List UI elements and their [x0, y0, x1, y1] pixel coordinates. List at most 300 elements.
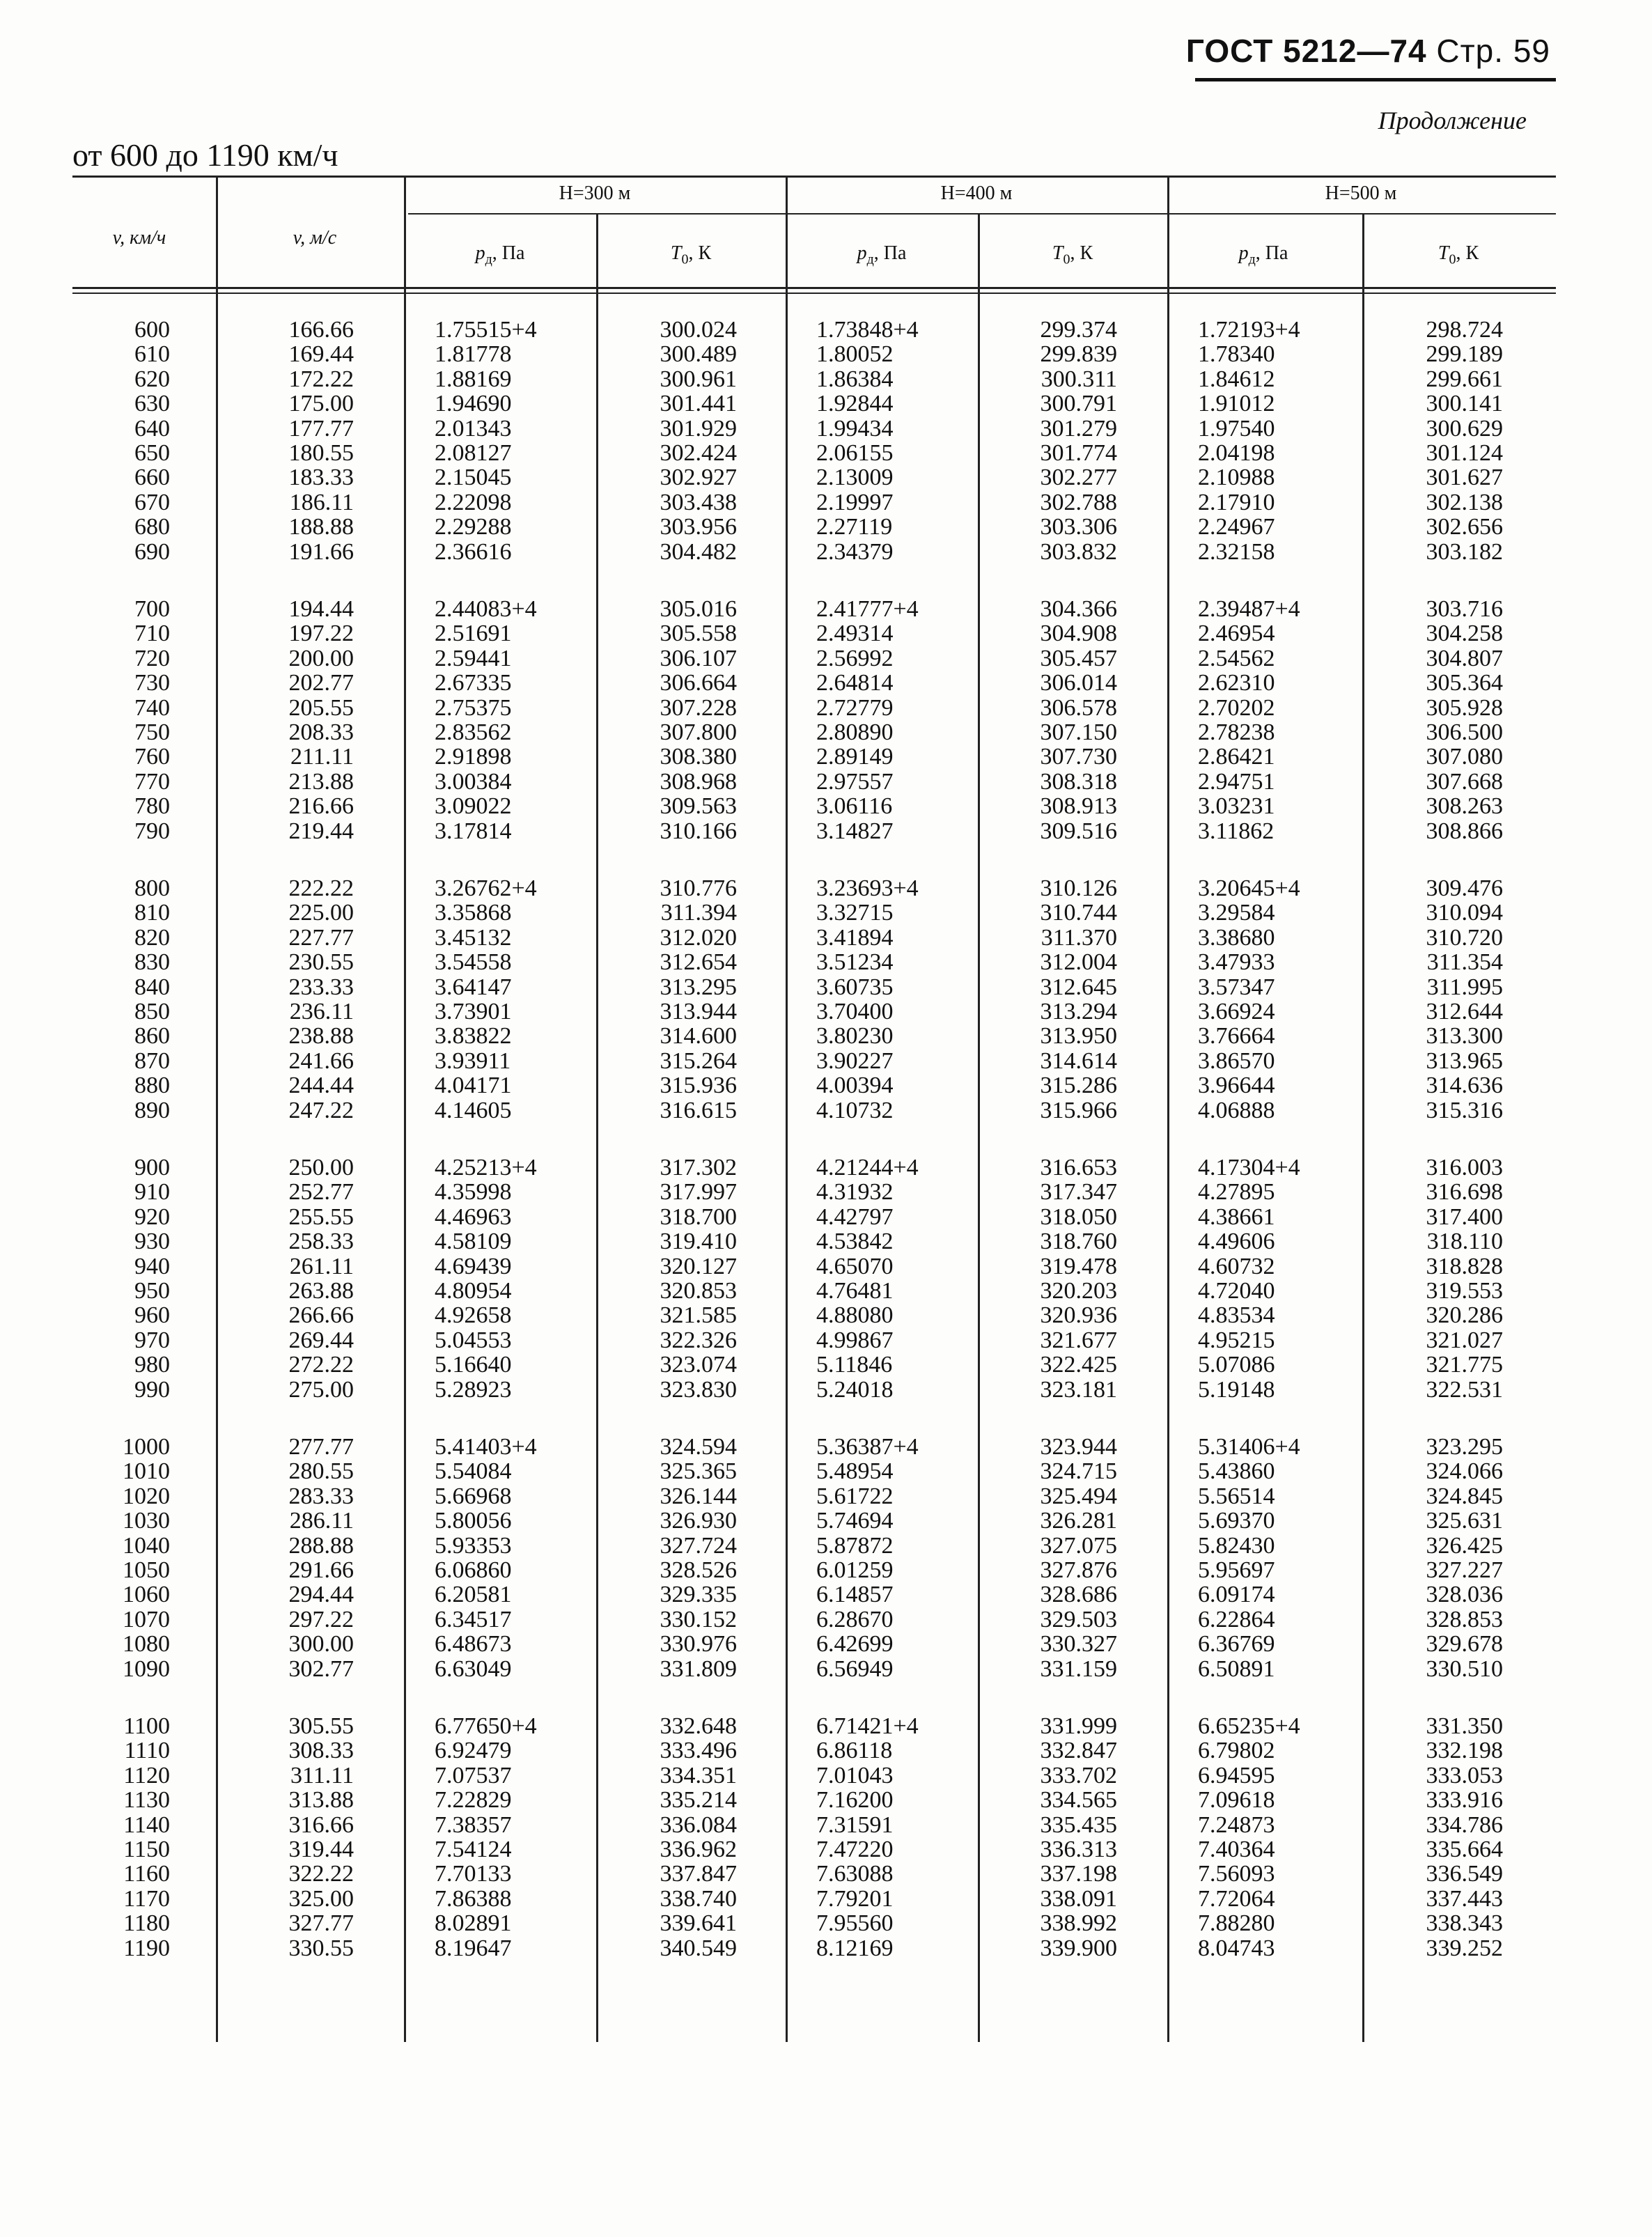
- cell-v-kmh: 690: [134, 538, 170, 565]
- cell-pressure-400: 4.00394: [816, 1073, 894, 1099]
- cell-temp-300: 305.558: [660, 621, 737, 647]
- cell-temp-500: 330.510: [1426, 1655, 1503, 1682]
- cell-temp-400: 333.702: [1040, 1762, 1117, 1788]
- cell-temp-400: 314.614: [1040, 1047, 1117, 1074]
- cell-temp-500: 311.995: [1426, 974, 1503, 1000]
- cell-pressure-300: 5.28923: [435, 1376, 512, 1403]
- cell-v-ms: 186.11: [289, 489, 354, 515]
- cell-temp-400: 326.281: [1040, 1508, 1117, 1534]
- cell-pressure-300: 4.35998: [435, 1179, 512, 1206]
- cell-pressure-500: 4.38661: [1198, 1203, 1275, 1230]
- cell-temp-300: 315.264: [660, 1047, 737, 1074]
- cell-v-kmh: 600: [134, 317, 170, 343]
- cell-temp-300: 302.424: [660, 440, 737, 466]
- cell-pressure-400: 3.32715: [816, 900, 894, 926]
- cell-v-kmh: 950: [134, 1278, 170, 1304]
- cell-pressure-300: 7.22829: [435, 1787, 512, 1814]
- cell-pressure-500: 4.83534: [1198, 1302, 1275, 1329]
- cell-temp-400: 324.715: [1040, 1458, 1117, 1485]
- cell-pressure-300: 3.54558: [435, 949, 512, 976]
- table-row: [72, 318, 1556, 343]
- cell-v-ms: 305.55: [288, 1713, 354, 1739]
- cell-pressure-400: 6.42699: [816, 1631, 894, 1658]
- cell-v-kmh: 1120: [123, 1762, 170, 1788]
- cell-pressure-400: 3.70400: [816, 999, 894, 1024]
- cell-pressure-400: 5.24018: [816, 1376, 894, 1403]
- cell-v-kmh: 1170: [123, 1885, 170, 1912]
- cell-temp-300: 312.020: [660, 924, 737, 951]
- cell-v-ms: 313.88: [288, 1787, 354, 1814]
- table-row: [72, 1254, 1556, 1279]
- cell-pressure-400: 5.61722: [816, 1483, 894, 1509]
- table-row: [72, 1582, 1556, 1607]
- cell-v-kmh: 810: [134, 900, 170, 926]
- cell-temp-500: 311.354: [1426, 949, 1503, 976]
- cell-v-kmh: 720: [134, 645, 170, 671]
- table-row: [72, 1353, 1556, 1378]
- cell-pressure-500: 2.54562: [1198, 645, 1275, 671]
- cell-temp-400: 318.760: [1040, 1229, 1117, 1255]
- cell-temp-500: 321.027: [1426, 1327, 1503, 1353]
- table-row: [72, 1328, 1556, 1353]
- cell-temp-500: 310.094: [1426, 900, 1503, 926]
- cell-temp-300: 337.847: [660, 1861, 737, 1887]
- cell-temp-400: 313.950: [1040, 1023, 1117, 1050]
- cell-v-kmh: 800: [134, 875, 170, 901]
- cell-temp-300: 307.800: [660, 719, 737, 745]
- cell-v-kmh: 860: [134, 1023, 170, 1050]
- cell-pressure-400: 1.80052: [816, 341, 894, 368]
- range-title: от 600 до 1190 км/ч: [72, 137, 338, 173]
- table-row: [72, 441, 1556, 466]
- cell-v-ms: 255.55: [288, 1203, 354, 1230]
- cell-v-kmh: 1030: [123, 1508, 170, 1534]
- cell-pressure-500: 4.17304+4: [1198, 1155, 1300, 1180]
- cell-pressure-500: 1.91012: [1198, 391, 1275, 417]
- cell-pressure-400: 6.28670: [816, 1606, 894, 1632]
- cell-pressure-500: 6.79802: [1198, 1738, 1275, 1764]
- cell-temp-500: 318.110: [1426, 1229, 1503, 1255]
- cell-pressure-300: 7.38357: [435, 1811, 512, 1838]
- cell-pressure-400: 3.60735: [816, 974, 894, 1000]
- cell-pressure-300: 8.02891: [435, 1910, 512, 1937]
- cell-temp-300: 336.962: [660, 1837, 737, 1862]
- cell-v-ms: 325.00: [288, 1885, 354, 1912]
- cell-temp-400: 309.516: [1040, 818, 1117, 844]
- cell-pressure-400: 6.71421+4: [816, 1713, 919, 1739]
- table-row: [72, 1049, 1556, 1074]
- cell-pressure-400: 4.76481: [816, 1278, 894, 1304]
- cell-temp-500: 300.141: [1426, 391, 1503, 417]
- cell-temp-500: 324.066: [1426, 1458, 1503, 1485]
- cell-temp-400: 313.294: [1040, 999, 1117, 1024]
- table-row: [72, 1813, 1556, 1838]
- table-row: [72, 819, 1556, 844]
- cell-pressure-500: 2.78238: [1198, 719, 1275, 745]
- cell-temp-500: 308.866: [1426, 818, 1503, 844]
- cell-pressure-400: 2.64814: [816, 670, 894, 696]
- cell-temp-300: 317.302: [660, 1155, 737, 1180]
- cell-temp-400: 330.327: [1040, 1631, 1117, 1658]
- cell-pressure-500: 4.95215: [1198, 1327, 1275, 1353]
- cell-v-kmh: 1040: [123, 1532, 170, 1559]
- cell-v-kmh: 890: [134, 1097, 170, 1123]
- cell-pressure-300: 2.15045: [435, 465, 512, 491]
- cell-v-kmh: 770: [134, 768, 170, 795]
- cell-temp-300: 322.326: [660, 1327, 737, 1353]
- cell-v-ms: 286.11: [289, 1508, 354, 1534]
- cell-v-ms: 172.22: [288, 366, 354, 392]
- cell-v-ms: 291.66: [288, 1557, 354, 1583]
- cell-v-ms: 252.77: [288, 1179, 354, 1206]
- cell-pressure-400: 3.90227: [816, 1047, 894, 1074]
- cell-pressure-400: 5.36387+4: [816, 1434, 919, 1460]
- cell-v-ms: 277.77: [288, 1434, 354, 1460]
- cell-pressure-400: 2.06155: [816, 440, 894, 466]
- cell-v-kmh: 1100: [123, 1713, 170, 1739]
- table-row: [72, 1887, 1556, 1912]
- cell-temp-500: 307.668: [1426, 768, 1503, 795]
- group-header-400: H=400 м: [940, 182, 1013, 204]
- cell-pressure-400: 7.47220: [816, 1837, 894, 1862]
- cell-temp-500: 334.786: [1426, 1811, 1503, 1838]
- cell-pressure-500: 3.86570: [1198, 1047, 1275, 1074]
- cell-pressure-400: 4.53842: [816, 1229, 894, 1255]
- running-head: [1186, 32, 1550, 70]
- cell-pressure-500: 3.03231: [1198, 793, 1275, 820]
- cell-v-ms: 288.88: [288, 1532, 354, 1559]
- cell-pressure-500: 7.09618: [1198, 1787, 1275, 1814]
- cell-v-kmh: 710: [134, 621, 170, 647]
- cell-temp-400: 315.286: [1040, 1073, 1117, 1099]
- cell-temp-500: 325.631: [1426, 1508, 1503, 1534]
- cell-pressure-300: 4.80954: [435, 1278, 512, 1304]
- cell-pressure-300: 7.70133: [435, 1861, 512, 1887]
- cell-temp-500: 312.644: [1426, 999, 1503, 1024]
- cell-temp-400: 307.150: [1040, 719, 1117, 745]
- table-row: [72, 1936, 1556, 1961]
- cell-v-kmh: 620: [134, 366, 170, 392]
- cell-temp-300: 315.936: [660, 1073, 737, 1099]
- cell-temp-300: 333.496: [660, 1738, 737, 1764]
- cell-v-ms: 300.00: [288, 1631, 354, 1658]
- cell-v-ms: 227.77: [288, 924, 354, 951]
- table-row: [72, 1607, 1556, 1632]
- cell-temp-300: 324.594: [660, 1434, 737, 1460]
- cell-pressure-300: 4.46963: [435, 1203, 512, 1230]
- cell-temp-500: 338.343: [1426, 1910, 1503, 1937]
- table-row: [72, 515, 1556, 540]
- cell-pressure-300: 6.92479: [435, 1738, 512, 1764]
- cell-temp-500: 303.182: [1426, 538, 1503, 565]
- cell-pressure-400: 4.10732: [816, 1097, 894, 1123]
- cell-temp-400: 312.004: [1040, 949, 1117, 976]
- cell-v-kmh: 1130: [123, 1787, 170, 1814]
- cell-temp-400: 302.277: [1040, 465, 1117, 491]
- cell-temp-300: 314.600: [660, 1023, 737, 1050]
- cell-temp-400: 323.181: [1040, 1376, 1117, 1403]
- cell-v-ms: 294.44: [288, 1582, 354, 1608]
- cell-pressure-500: 4.60732: [1198, 1253, 1275, 1279]
- cell-v-ms: 308.33: [288, 1738, 354, 1764]
- cell-temp-500: 328.853: [1426, 1606, 1503, 1632]
- cell-pressure-300: 5.54084: [435, 1458, 512, 1485]
- cell-pressure-300: 8.19647: [435, 1935, 512, 1961]
- cell-pressure-400: 4.21244+4: [816, 1155, 919, 1180]
- cell-temp-300: 307.228: [660, 694, 737, 721]
- cell-v-kmh: 840: [134, 974, 170, 1000]
- cell-pressure-500: 7.40364: [1198, 1837, 1275, 1862]
- cell-temp-500: 309.476: [1426, 875, 1503, 901]
- cell-v-kmh: 940: [134, 1253, 170, 1279]
- header-temperature: $T_0$, К: [1052, 242, 1093, 267]
- cell-pressure-500: 3.11862: [1198, 818, 1275, 844]
- cell-temp-400: 335.435: [1040, 1811, 1117, 1838]
- cell-pressure-400: 5.87872: [816, 1532, 894, 1559]
- cell-temp-400: 305.457: [1040, 645, 1117, 671]
- table-row: [72, 1911, 1556, 1936]
- table-row: [72, 975, 1556, 1000]
- cell-v-ms: 311.11: [290, 1762, 354, 1788]
- cell-temp-400: 300.311: [1041, 366, 1117, 392]
- header-pressure: $p_д$, Па: [857, 242, 907, 267]
- table-row: [72, 671, 1556, 696]
- cell-temp-300: 327.724: [660, 1532, 737, 1559]
- cell-pressure-300: 7.54124: [435, 1837, 512, 1862]
- cell-pressure-400: 8.12169: [816, 1935, 894, 1961]
- cell-pressure-500: 3.96644: [1198, 1073, 1275, 1099]
- table-row: [72, 696, 1556, 721]
- cell-v-kmh: 850: [134, 999, 170, 1024]
- cell-temp-400: 336.313: [1040, 1837, 1117, 1862]
- cell-pressure-300: 4.14605: [435, 1097, 512, 1123]
- cell-pressure-300: 2.01343: [435, 415, 512, 442]
- cell-temp-500: 299.661: [1426, 366, 1503, 392]
- cell-pressure-300: 2.29288: [435, 514, 512, 540]
- cell-temp-300: 328.526: [660, 1557, 737, 1583]
- cell-temp-500: 305.364: [1426, 670, 1503, 696]
- cell-pressure-300: 2.83562: [435, 719, 512, 745]
- cell-pressure-400: 6.14857: [816, 1582, 894, 1608]
- cell-pressure-300: 6.20581: [435, 1582, 512, 1608]
- cell-v-kmh: 1070: [123, 1606, 170, 1632]
- cell-pressure-300: 2.91898: [435, 744, 512, 770]
- cell-pressure-400: 6.01259: [816, 1557, 894, 1583]
- group-header-300: H=300 м: [559, 182, 631, 204]
- cell-pressure-400: 6.56949: [816, 1655, 894, 1682]
- table-row: [72, 876, 1556, 901]
- cell-v-ms: 216.66: [288, 793, 354, 820]
- cell-pressure-300: 5.66968: [435, 1483, 512, 1509]
- cell-pressure-400: 4.31932: [816, 1179, 894, 1206]
- cell-pressure-500: 1.97540: [1198, 415, 1275, 442]
- cell-pressure-400: 4.99867: [816, 1327, 894, 1353]
- cell-v-ms: 280.55: [288, 1458, 354, 1485]
- cell-pressure-400: 5.74694: [816, 1508, 894, 1534]
- cell-temp-500: 302.656: [1426, 514, 1503, 540]
- cell-temp-300: 312.654: [660, 949, 737, 976]
- cell-temp-400: 306.014: [1040, 670, 1117, 696]
- cell-pressure-400: 2.27119: [816, 514, 893, 540]
- cell-temp-500: 326.425: [1426, 1532, 1503, 1559]
- header-v-kmh: v, км/ч: [112, 227, 166, 249]
- cell-temp-500: 307.080: [1426, 744, 1503, 770]
- cell-temp-300: 320.127: [660, 1253, 737, 1279]
- cell-pressure-400: 2.89149: [816, 744, 894, 770]
- cell-temp-500: 324.845: [1426, 1483, 1503, 1509]
- cell-pressure-400: 3.80230: [816, 1023, 894, 1050]
- cell-temp-400: 339.900: [1040, 1935, 1117, 1961]
- cell-v-ms: 177.77: [288, 415, 354, 442]
- cell-temp-500: 315.316: [1426, 1097, 1503, 1123]
- cell-temp-500: 298.724: [1426, 317, 1503, 343]
- cell-temp-300: 302.927: [660, 465, 737, 491]
- cell-pressure-400: 2.13009: [816, 465, 894, 491]
- cell-v-kmh: 1050: [123, 1557, 170, 1583]
- cell-temp-300: 319.410: [660, 1229, 737, 1255]
- table-row: [72, 1837, 1556, 1862]
- cell-pressure-500: 4.49606: [1198, 1229, 1275, 1255]
- cell-temp-500: 339.252: [1426, 1935, 1503, 1961]
- cell-v-ms: 275.00: [288, 1376, 354, 1403]
- cell-temp-300: 300.489: [660, 341, 737, 368]
- cell-v-kmh: 780: [134, 793, 170, 820]
- cell-v-kmh: 920: [134, 1203, 170, 1230]
- cell-v-ms: 263.88: [288, 1278, 354, 1304]
- table-row: [72, 367, 1556, 392]
- cell-temp-400: 308.318: [1040, 768, 1117, 795]
- table-row: [72, 950, 1556, 975]
- cell-pressure-500: 2.10988: [1198, 465, 1275, 491]
- cell-pressure-500: 6.50891: [1198, 1655, 1275, 1682]
- cell-v-kmh: 750: [134, 719, 170, 745]
- cell-temp-300: 311.394: [660, 900, 737, 926]
- cell-v-ms: 247.22: [288, 1097, 354, 1123]
- cell-temp-500: 299.189: [1426, 341, 1503, 368]
- table-row: [72, 1180, 1556, 1205]
- cell-temp-400: 319.478: [1040, 1253, 1117, 1279]
- cell-pressure-500: 3.66924: [1198, 999, 1275, 1024]
- cell-pressure-500: 7.24873: [1198, 1811, 1275, 1838]
- cell-temp-300: 320.853: [660, 1278, 737, 1304]
- cell-pressure-500: 5.07086: [1198, 1352, 1275, 1378]
- cell-temp-400: 307.730: [1040, 744, 1117, 770]
- cell-temp-500: 301.124: [1426, 440, 1503, 466]
- cell-pressure-400: 7.63088: [816, 1861, 894, 1887]
- cell-v-ms: 175.00: [288, 391, 354, 417]
- cell-temp-500: 337.443: [1426, 1885, 1503, 1912]
- table-row: [72, 1155, 1556, 1180]
- table-row: [72, 1534, 1556, 1559]
- cell-v-ms: 230.55: [288, 949, 354, 976]
- table-body: [72, 176, 1556, 2056]
- cell-pressure-400: 1.73848+4: [816, 317, 919, 343]
- cell-temp-500: 327.227: [1426, 1557, 1503, 1583]
- cell-v-kmh: 1150: [123, 1837, 170, 1862]
- cell-temp-300: 317.997: [660, 1179, 737, 1206]
- cell-temp-500: 320.286: [1426, 1302, 1503, 1329]
- cell-v-kmh: 660: [134, 465, 170, 491]
- cell-pressure-500: 2.32158: [1198, 538, 1275, 565]
- cell-temp-400: 315.966: [1040, 1097, 1117, 1123]
- table-row: [72, 720, 1556, 745]
- header-temperature: $T_0$, К: [1437, 242, 1479, 267]
- cell-v-ms: 236.11: [289, 999, 354, 1024]
- cell-temp-500: 319.553: [1426, 1278, 1503, 1304]
- cell-v-kmh: 960: [134, 1302, 170, 1329]
- cell-temp-400: 302.788: [1040, 489, 1117, 515]
- cell-v-kmh: 1180: [123, 1910, 170, 1937]
- cell-v-kmh: 1090: [123, 1655, 170, 1682]
- cell-temp-300: 330.152: [660, 1606, 737, 1632]
- cell-pressure-500: 6.36769: [1198, 1631, 1275, 1658]
- cell-pressure-500: 3.29584: [1198, 900, 1275, 926]
- table-row: [72, 416, 1556, 442]
- cell-temp-300: 316.615: [660, 1097, 737, 1123]
- cell-temp-500: 336.549: [1426, 1861, 1503, 1887]
- cell-pressure-400: 2.72779: [816, 694, 894, 721]
- table-row: [72, 1632, 1556, 1657]
- cell-v-ms: 322.22: [288, 1861, 354, 1887]
- cell-pressure-400: 2.80890: [816, 719, 894, 745]
- cell-pressure-300: 5.04553: [435, 1327, 512, 1353]
- cell-pressure-500: 2.24967: [1198, 514, 1275, 540]
- cell-v-kmh: 700: [134, 596, 170, 622]
- cell-pressure-400: 4.42797: [816, 1203, 894, 1230]
- cell-temp-400: 337.198: [1040, 1861, 1117, 1887]
- cell-v-kmh: 790: [134, 818, 170, 844]
- cell-v-ms: 258.33: [288, 1229, 354, 1255]
- cell-temp-300: 301.929: [660, 415, 737, 442]
- cell-v-ms: 183.33: [288, 465, 354, 491]
- cell-pressure-400: 1.99434: [816, 415, 894, 442]
- cell-temp-400: 301.279: [1040, 415, 1117, 442]
- cell-v-ms: 211.11: [290, 744, 354, 770]
- continuation-note: Продолжение: [1378, 107, 1527, 134]
- cell-v-ms: 283.33: [288, 1483, 354, 1509]
- table-row: [72, 1303, 1556, 1328]
- cell-pressure-400: 4.88080: [816, 1302, 894, 1329]
- cell-v-ms: 208.33: [288, 719, 354, 745]
- cell-pressure-300: 7.86388: [435, 1885, 512, 1912]
- table-row: [72, 621, 1556, 646]
- cell-v-kmh: 730: [134, 670, 170, 696]
- cell-temp-400: 332.847: [1040, 1738, 1117, 1764]
- cell-pressure-300: 2.51691: [435, 621, 512, 647]
- cell-pressure-500: 5.95697: [1198, 1557, 1275, 1583]
- cell-temp-300: 335.214: [660, 1787, 737, 1814]
- cell-pressure-300: 3.17814: [435, 818, 512, 844]
- cell-v-kmh: 1080: [123, 1631, 170, 1658]
- cell-pressure-400: 3.51234: [816, 949, 894, 976]
- cell-temp-400: 331.999: [1040, 1713, 1117, 1739]
- cell-temp-500: 316.698: [1426, 1179, 1503, 1206]
- table-row: [72, 794, 1556, 819]
- cell-v-kmh: 980: [134, 1352, 170, 1378]
- cell-pressure-400: 7.01043: [816, 1762, 894, 1788]
- cell-temp-500: 333.916: [1426, 1787, 1503, 1814]
- table-row: [72, 646, 1556, 671]
- cell-pressure-500: 2.39487+4: [1198, 596, 1300, 622]
- cell-v-kmh: 1020: [123, 1483, 170, 1509]
- cell-temp-300: 306.664: [660, 670, 737, 696]
- cell-pressure-300: 5.16640: [435, 1352, 512, 1378]
- table-row: [72, 1024, 1556, 1049]
- cell-temp-400: 323.944: [1040, 1434, 1117, 1460]
- cell-temp-300: 305.016: [660, 596, 737, 622]
- cell-temp-500: 313.300: [1426, 1023, 1503, 1050]
- cell-pressure-300: 6.63049: [435, 1655, 512, 1682]
